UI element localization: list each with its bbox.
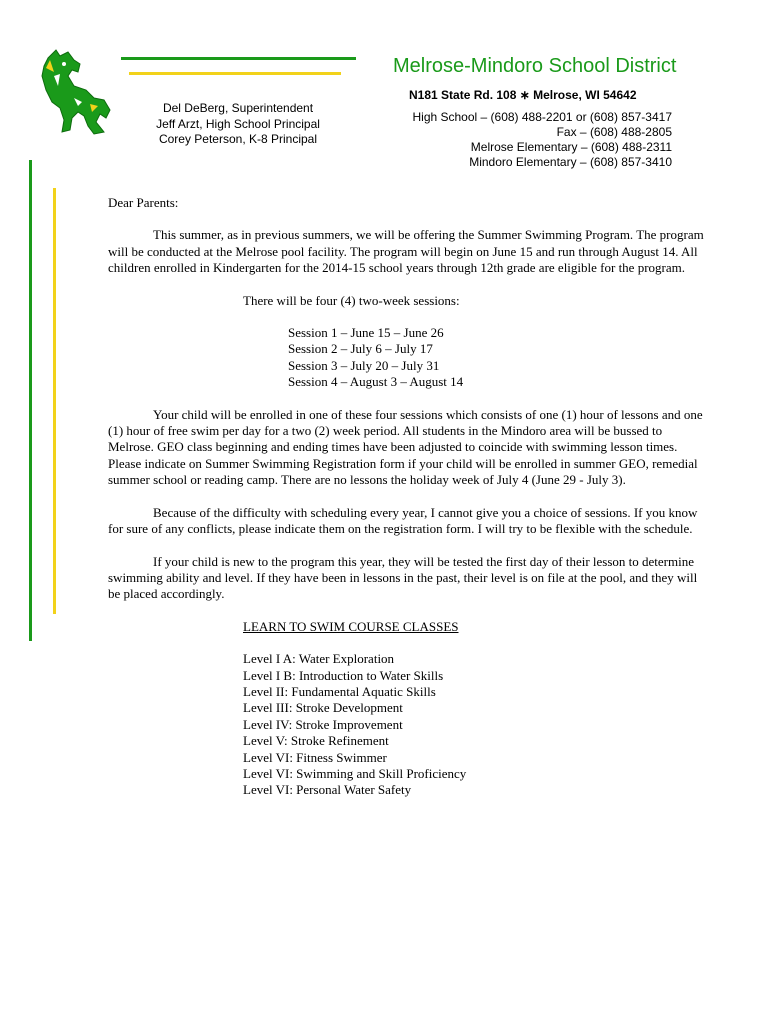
paragraph-program: This summer, as in previous summers, we will be offering the Summer Swimming Program. The program will be conducted at the Melrose pool facility. The program will begin on June 15 and run through August 14. All children enrolled in Kindergarten for the 2014-15 school years through 12th grade are eligible for the program.	[108, 227, 704, 276]
class-list	[108, 651, 708, 799]
class-item: Level VI: Personal Water Safety	[243, 782, 412, 798]
margin-bar-yellow	[53, 188, 56, 614]
class-item: Level IV: Stroke Improvement	[243, 716, 403, 732]
phone-list	[412, 110, 672, 170]
class-item: Level VI: Swimming and Skill Proficiency	[243, 765, 467, 781]
k8-principal: Corey Peterson, K-8 Principal	[158, 132, 318, 146]
administrator-list	[140, 101, 336, 148]
classes-heading: LEARN TO SWIM COURSE CLASSES	[243, 618, 459, 634]
class-item: Level I A: Water Exploration	[243, 651, 395, 667]
session-item: Session 1 – June 15 – June 26	[288, 325, 444, 341]
class-item: Level VI: Fitness Swimmer	[243, 749, 387, 765]
header-rule-green	[121, 57, 356, 60]
phone-mindoro-elementary: Mindoro Elementary – (608) 857-3410	[469, 155, 672, 169]
class-item: Level III: Stroke Development	[243, 700, 403, 716]
paragraph-enrollment: Your child will be enrolled in one of these four sessions which consists of one (1) hour of lessons and one (1) hour of free swim per day for a two (2) week period. All students in the Mindoro area will be bussed to Melrose. GEO class beginning and ending times have been adjusted to coincide with swimming lesson times. Please indicate on Summer Swimming Registration form if your child will be enrolled in summer GEO, remedial summer school or reading camp. There are no lessons the holiday week of July 4 (June 29 - July 3).	[108, 406, 703, 488]
class-item: Level I B: Introduction to Water Skills	[243, 667, 444, 683]
phone-high-school: High School – (608) 488-2201 or (608) 857-3417	[412, 110, 672, 124]
letter-body	[108, 195, 708, 799]
paragraph-scheduling: Because of the difficulty with scheduling every year, I cannot give you a choice of sessions. If you know for sure of any conflicts, please indicate them on the registration form. I will try to be flexible with the schedule.	[108, 504, 698, 537]
district-address: N181 State Rd. 108 ∗ Melrose, WI 54642	[409, 88, 637, 102]
salutation: Dear Parents:	[108, 195, 179, 210]
class-item: Level V: Stroke Refinement	[243, 733, 389, 749]
district-name: Melrose-Mindoro School District	[393, 55, 677, 77]
header-rule-yellow	[129, 72, 341, 75]
sessions-intro: There will be four (4) two-week sessions:	[243, 292, 460, 308]
class-item: Level II: Fundamental Aquatic Skills	[243, 683, 436, 699]
phone-melrose-elementary: Melrose Elementary – (608) 488-2311	[470, 140, 672, 154]
session-list	[108, 325, 708, 391]
mustang-logo-icon	[34, 46, 116, 136]
paragraph-testing: If your child is new to the program this year, they will be tested the first day of their lesson to determine swimming ability and level. If they have been in lessons in the past, their level is on file at the pool, and they will be placed accordingly.	[108, 553, 698, 602]
phone-fax: Fax – (608) 488-2805	[556, 125, 672, 139]
session-item: Session 2 – July 6 – July 17	[288, 341, 433, 357]
session-item: Session 3 – July 20 – July 31	[288, 357, 440, 373]
session-item: Session 4 – August 3 – August 14	[288, 374, 464, 390]
superintendent: Del DeBerg, Superintendent	[162, 101, 314, 115]
high-school-principal: Jeff Arzt, High School Principal	[156, 116, 320, 131]
margin-bar-green	[29, 160, 32, 641]
